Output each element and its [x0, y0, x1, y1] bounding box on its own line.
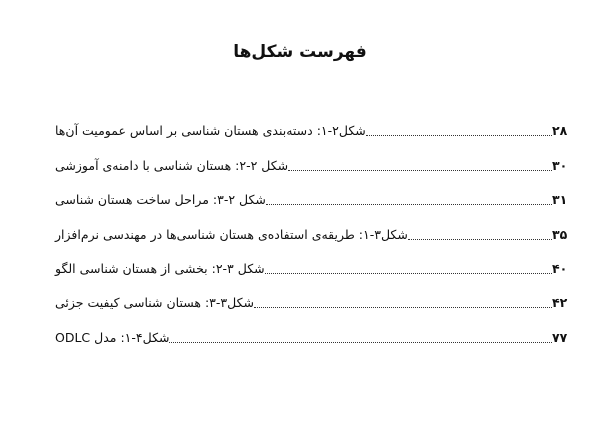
dot-leader: [169, 342, 552, 343]
list-item: [52, 175, 576, 209]
list-item: [52, 312, 576, 346]
page-number: ۴۲: [552, 295, 568, 311]
dot-leader: [408, 239, 552, 240]
figure-entry-label: شکل۲-۱: دسته‌بندی هستان شناسی بر اساس عمومیت آن‌ها: [55, 123, 366, 139]
list-item: [52, 209, 576, 243]
page-number: ۳۰: [552, 157, 568, 173]
page-number: ۴۰: [552, 260, 568, 276]
list-item: [52, 278, 576, 312]
figure-list: [52, 106, 576, 347]
dot-leader: [266, 204, 552, 205]
figure-entry-label: شکل۳-۱: طریقه‌ی استفاده‌ی هستان شناسی‌ها در مهندسی نرم‌افزار: [55, 226, 408, 242]
dot-leader: [265, 273, 552, 274]
figure-entry-label: شکل ۲-۲: هستان شناسی با دامنه‌ی آموزشی: [55, 157, 289, 173]
list-item: [52, 140, 576, 174]
figure-entry-label: شکل ۳-۲: بخشی از هستان شناسی الگو: [55, 260, 265, 276]
list-item: [52, 106, 576, 140]
dot-leader: [288, 170, 552, 171]
page-title: فهرست شکل‌ها: [233, 42, 367, 62]
dot-leader: [254, 307, 552, 308]
page-number: ۳۵: [552, 226, 568, 242]
figure-entry-label: شکل ۲-۳: مراحل ساخت هستان شناسی: [55, 192, 266, 208]
figure-entry-label: شکل۴-۱: مدل ODLC: [55, 329, 170, 345]
page-number: ۲۸: [552, 123, 568, 139]
page-number: ۷۷: [552, 329, 568, 345]
figure-entry-label: شکل۳-۳: هستان شناسی کیفیت جزئی: [55, 295, 254, 311]
page-number: ۳۱: [552, 192, 568, 208]
list-item: [52, 244, 576, 278]
dot-leader: [366, 135, 552, 136]
